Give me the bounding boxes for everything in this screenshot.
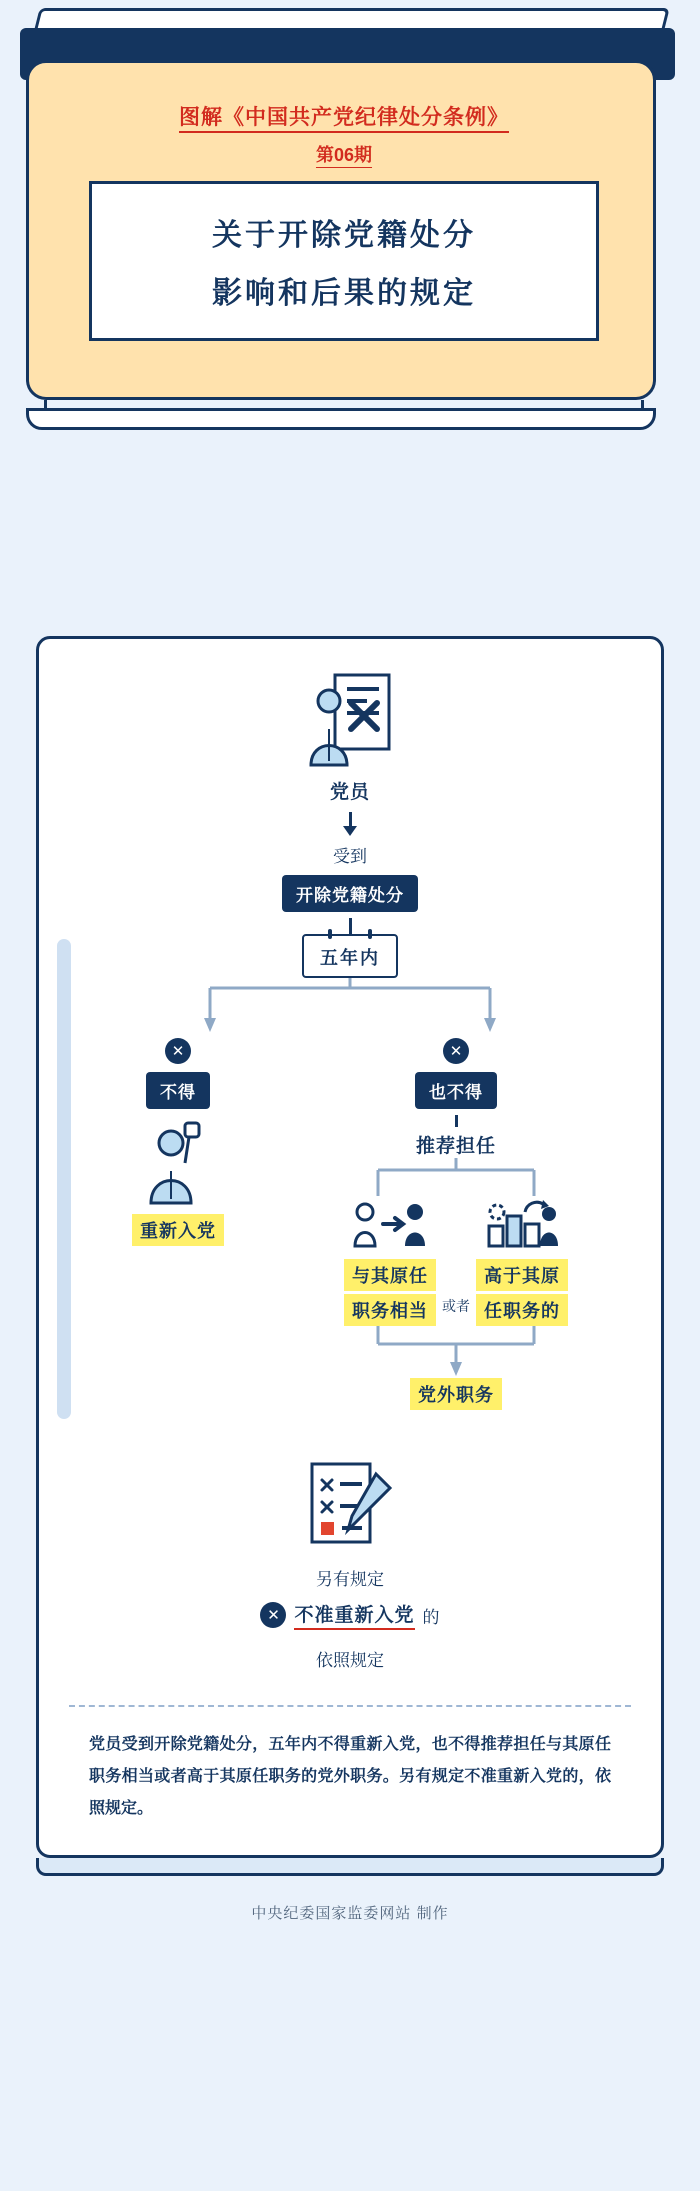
cover-section <box>0 0 700 600</box>
exception-section <box>63 1458 637 1671</box>
cover-bottom-sheet <box>26 408 656 430</box>
left-accent-bar <box>57 939 71 1419</box>
option-right-line-2: 任职务的 <box>476 1294 568 1326</box>
merge-connector <box>346 1326 566 1378</box>
cover-issue-number: 第06期 <box>315 145 373 165</box>
exception-line-2: 不准重新入党 <box>294 1600 414 1630</box>
connector-line-2 <box>349 918 352 934</box>
option-connector-word: 或者 <box>442 1298 470 1314</box>
calendar-tick-left <box>328 929 332 939</box>
option-left-line-1: 与其原任 <box>344 1259 436 1291</box>
connector-line-3 <box>455 1115 458 1127</box>
branch-right-chip: 也不得 <box>415 1072 497 1109</box>
x-circle-icon-right: ✕ <box>443 1038 469 1064</box>
cover-main-line-1: 关于开除党籍处分 <box>212 219 476 252</box>
exception-line-1: 另有规定 <box>316 1570 384 1589</box>
calendar-tick-right <box>368 929 372 939</box>
branch-row <box>63 1038 637 1410</box>
card-bottom-bar <box>36 1858 664 1876</box>
flow-verb-label: 受到 <box>333 847 367 866</box>
split-connector <box>150 978 550 1038</box>
branch-right-result: 党外职务 <box>410 1378 502 1410</box>
duration-label: 五年内 <box>320 948 380 968</box>
cover-card <box>26 60 656 400</box>
branch-right-action: 推荐担任 <box>415 1136 496 1157</box>
duration-box <box>302 934 398 978</box>
checklist-pencil-icon <box>290 1458 410 1554</box>
option-left-line-2: 职务相当 <box>344 1294 436 1326</box>
punishment-chip: 开除党籍处分 <box>282 875 418 912</box>
flow-card <box>36 636 664 1858</box>
cover-title-box <box>89 181 599 341</box>
dashed-divider <box>69 1705 631 1707</box>
branch-left-highlight: 重新入党 <box>132 1214 224 1246</box>
connector-line-1 <box>349 812 352 826</box>
x-circle-icon-exception: ✕ <box>260 1602 286 1628</box>
article-section <box>0 636 700 1876</box>
branch-right <box>344 1038 568 1410</box>
cover-main-line-2: 影响和后果的规定 <box>212 277 476 310</box>
sub-split-connector <box>346 1158 566 1202</box>
rising-bars-person-icon <box>485 1198 559 1250</box>
x-circle-icon-left: ✕ <box>165 1038 191 1064</box>
flow-subject-label: 党员 <box>329 782 370 803</box>
doc-icon-wrap <box>63 671 637 804</box>
branch-left <box>132 1038 224 1410</box>
option-right-line-1: 高于其原 <box>476 1259 568 1291</box>
exception-line-3: 依照规定 <box>316 1651 384 1670</box>
arrow-down-1 <box>343 826 357 836</box>
branch-left-chip: 不得 <box>146 1072 210 1109</box>
cover-series-title: 图解《中国共产党纪律处分条例》 <box>179 106 509 129</box>
summary-text: 党员受到开除党籍处分，五年内不得重新入党，也不得推荐担任与其原任职务相当或者高于其原任职务的党外职务。另有规定不准重新入党的，依照规定。 <box>89 1736 611 1817</box>
raised-fist-person-icon <box>141 1117 215 1205</box>
credit-line: 中央纪委国家监委网站 制作 <box>251 1905 449 1922</box>
exception-line-2-tail: 的 <box>422 1607 440 1627</box>
person-document-x-icon <box>295 671 405 775</box>
two-persons-arrow-icon <box>353 1198 427 1250</box>
